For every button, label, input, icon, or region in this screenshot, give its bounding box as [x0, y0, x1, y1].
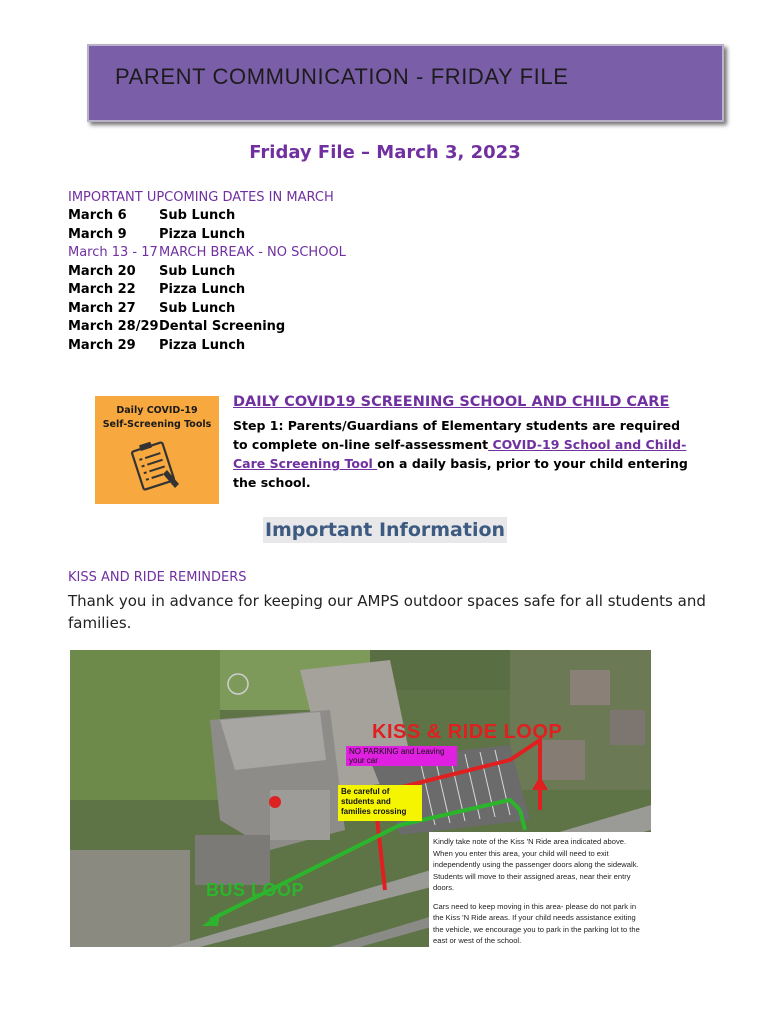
- date-cell: March 6: [68, 208, 127, 223]
- kiss-ride-map: [70, 650, 651, 947]
- date-row: [68, 338, 346, 357]
- event-cell: Pizza Lunch: [159, 337, 246, 353]
- page-title: Friday File – March 3, 2023: [249, 142, 521, 163]
- event-cell: Pizza Lunch: [159, 282, 246, 297]
- dates-heading: IMPORTANT UPCOMING DATES IN MARCH: [68, 190, 334, 205]
- event-cell: Sub Lunch: [159, 300, 236, 316]
- date-row: [68, 319, 346, 338]
- date-row-highlight: [68, 245, 346, 264]
- date-row: [68, 208, 346, 227]
- covid-instructions: Step 1: Parents/Guardians of Elementary students are required to complete on-line self-assessment COVID-19 School and Child-Care Screening Tool on a daily basis, prior to your child entering the school.: [233, 418, 688, 490]
- screening-tool-link[interactable]: COVID-19 School and Child-Care Screening Tool: [233, 437, 687, 471]
- date-cell: March 27: [68, 300, 136, 316]
- date-cell: March 28/29: [68, 319, 159, 334]
- date-row: [68, 301, 346, 320]
- kiss-ride-instructions: Kindly take note of the Kiss 'N Ride area indicated above. When you enter this area, your child will need to exit independently using the passenger doors along the sidewalk. Students will move to their assigned areas, near their entry doors. Cars need to keep moving in this area- please do not park in the Kiss 'N Ride areas. If your child needs assistance exiting the vehicle, we encourage you to park in the parking lot to the east or west of the school.: [429, 832, 651, 947]
- covid-screening-tile[interactable]: [95, 396, 219, 504]
- event-cell: MARCH BREAK - NO SCHOOL: [159, 245, 346, 260]
- careful-crossing-note: Be careful of students and families crossing: [338, 785, 422, 821]
- kiss-ride-body: Thank you in advance for keeping our AMPS outdoor spaces safe for all students and families.: [68, 592, 706, 632]
- dates-list: [68, 208, 346, 356]
- event-cell: Sub Lunch: [159, 263, 236, 279]
- kiss-ride-loop-label: KISS & RIDE LOOP: [372, 721, 563, 743]
- date-cell: March 29: [68, 337, 136, 353]
- event-cell: Sub Lunch: [159, 208, 236, 223]
- header-banner: [87, 44, 724, 122]
- no-parking-note: NO PARKING and Leaving your car: [346, 746, 457, 766]
- covid-heading-link[interactable]: DAILY COVID19 SCREENING SCHOOL AND CHILD CARE: [233, 394, 670, 410]
- event-cell: Pizza Lunch: [159, 226, 246, 242]
- date-row: [68, 264, 346, 283]
- event-cell: Dental Screening: [159, 319, 286, 334]
- date-cell: March 9: [68, 226, 127, 242]
- clipboard-checklist-icon: [129, 440, 185, 492]
- covid-tile-label: Daily COVID-19 Self-Screening Tools: [102, 405, 212, 430]
- date-row: [68, 282, 346, 301]
- date-cell: March 13 - 17: [68, 245, 158, 260]
- date-cell: March 22: [68, 282, 136, 297]
- date-row: [68, 227, 346, 246]
- kiss-ride-heading: KISS AND RIDE REMINDERS: [68, 570, 247, 585]
- banner-title: PARENT COMMUNICATION - FRIDAY FILE: [115, 64, 569, 89]
- bus-loop-label: BUS LOOP: [206, 880, 305, 900]
- section-title-important-info: Important Information: [264, 519, 506, 541]
- date-cell: March 20: [68, 263, 136, 279]
